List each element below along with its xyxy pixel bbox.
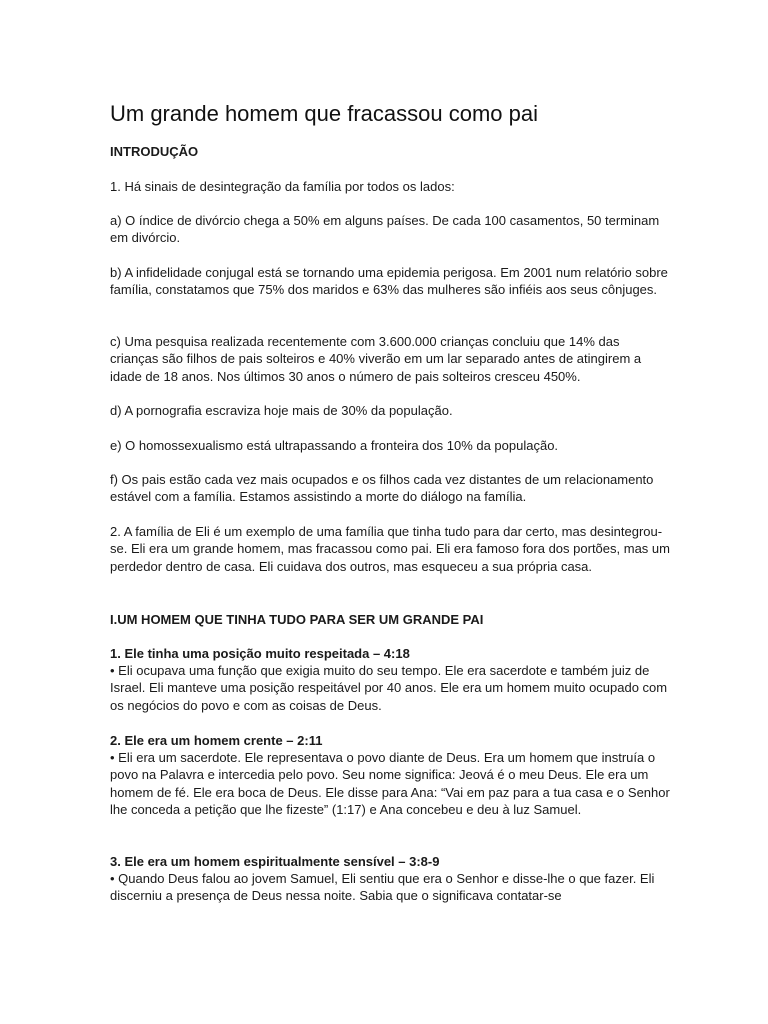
paragraph-f: f) Os pais estão cada vez mais ocupados e os filhos cada vez distantes de um relacionamento estável com a família. Estamos assistindo a morte do diálogo na família. <box>110 472 654 505</box>
paragraph-d: d) A pornografia escraviza hoje mais de 30% da população. <box>110 403 453 418</box>
paragraph-1: 1. Há sinais de desintegração da família por todos os lados: <box>110 179 455 194</box>
paragraph-b: b) A infidelidade conjugal está se tornando uma epidemia perigosa. Em 2001 num relatório sobre família, constatamos que 75% dos maridos e 63% das mulheres são infiéis aos seus cônjuges. <box>110 265 668 298</box>
paragraph-e: e) O homossexualismo está ultrapassando a fronteira dos 10% da população. <box>110 438 559 453</box>
subsection-1-heading: 1. Ele tinha uma posição muito respeitada – 4:18 <box>110 646 410 661</box>
paragraph-c: c) Uma pesquisa realizada recentemente com 3.600.000 crianças concluiu que 14% das crianças são filhos de pais solteiros e 40% viverão em um lar separado antes de atingirem a idade de 18 anos. Nos últimos 30 anos o número de pais solteiros cresceu 450%. <box>110 334 642 384</box>
intro-heading: INTRODUÇÃO <box>110 144 199 159</box>
section-1-heading: I.UM HOMEM QUE TINHA TUDO PARA SER UM GRANDE PAI <box>110 612 484 627</box>
subsection-1-text: • Eli ocupava uma função que exigia muito do seu tempo. Ele era sacerdote e também juiz de Israel. Eli manteve uma posição respeitável por 40 anos. Ele era um homem muito ocupado com os negócios do povo e com as coisas de Deus. <box>110 663 668 713</box>
document-title: Um grande homem que fracassou como pai <box>110 101 538 126</box>
subsection-2-heading: 2. Ele era um homem crente – 2:11 <box>110 733 323 748</box>
paragraph-a: a) O índice de divórcio chega a 50% em alguns países. De cada 100 casamentos, 50 terminam em divórcio. <box>110 213 660 246</box>
subsection-3-heading: 3. Ele era um homem espiritualmente sensível – 3:8-9 <box>110 854 440 869</box>
subsection-2-text: • Eli era um sacerdote. Ele representava o povo diante de Deus. Era um homem que instruía o povo na Palavra e intercedia pelo povo. Seu nome significa: Jeová é o meu Deus. Ele era um homem de fé. Ele era boca de Deus. Ele disse para Ana: “Vai em paz para a tua casa e o Senhor lhe conceda a petição que lhe fizeste” (1:17) e Ana concebeu e deu à luz Samuel. <box>110 750 670 818</box>
subsection-3-text: • Quando Deus falou ao jovem Samuel, Eli sentiu que era o Senhor e disse-lhe o que fazer. Eli discerniu a presença de Deus nessa noite. Sabia que o significava contatar-se <box>110 871 655 904</box>
paragraph-2: 2. A família de Eli é um exemplo de uma família que tinha tudo para dar certo, mas desintegrou-se. Eli era um grande homem, mas fracassou como pai. Eli era famoso fora dos portões, mas um perdedor dentro de casa. Eli cuidava dos outros, mas esqueceu a sua própria casa. <box>110 524 670 574</box>
